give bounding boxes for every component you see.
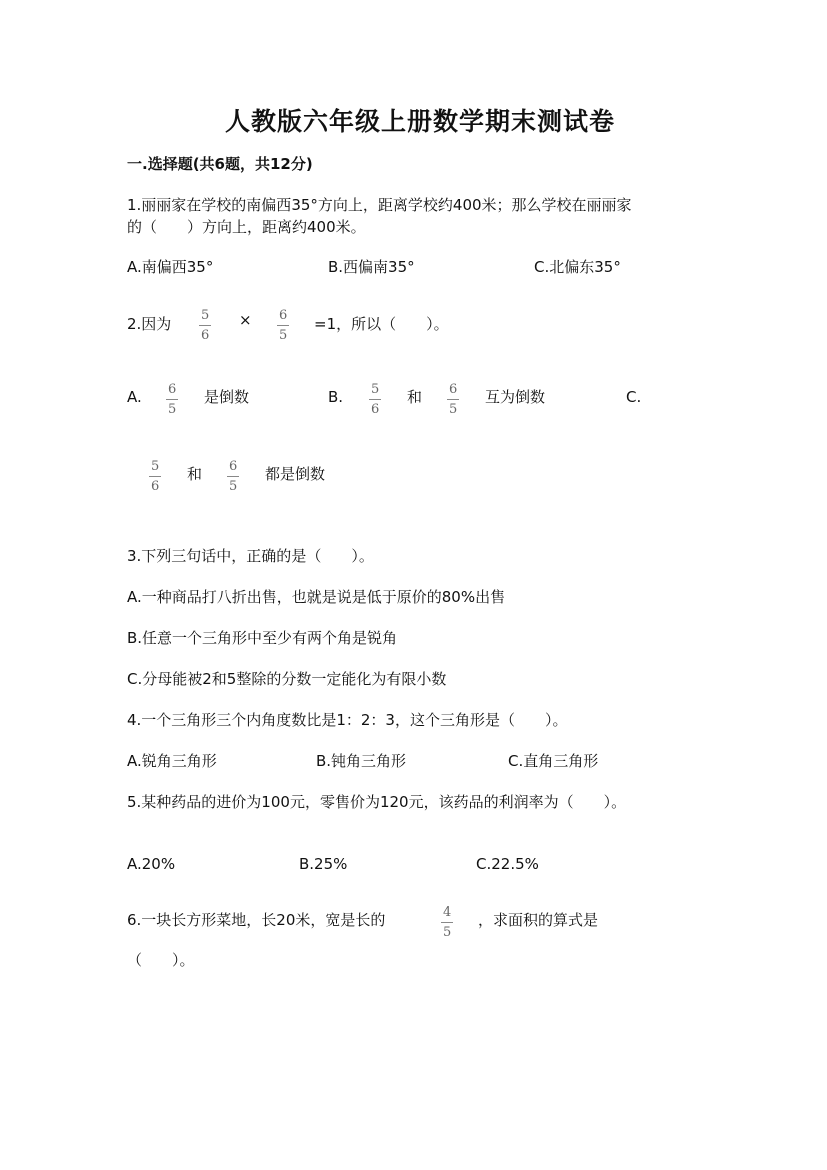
fraction-6-5 [166,383,178,416]
fraction-denominator: 5 [449,402,458,417]
fraction-denominator: 5 [443,925,452,940]
question-4-option-a: A.锐角三角形 [127,752,217,770]
question-1-stem-line-1: 1.丽丽家在学校的南偏西35°方向上，距离学校约400米；那么学校在丽丽家 [127,196,632,214]
section-heading: 一.选择题(共6题，共12分) [127,155,313,173]
fraction-numerator: 4 [443,905,452,920]
question-2-option-b-label: B. [328,388,344,406]
question-2-option-a-text: 是倒数 [204,388,250,406]
question-2-option-a-label: A. [127,388,142,406]
question-2-prefix: 2.因为 [127,315,172,333]
page-title: 人教版六年级上册数学期末测试卷 [225,107,616,136]
question-3-option-b: B.任意一个三角形中至少有两个角是锐角 [127,629,398,647]
fraction-numerator: 6 [229,459,238,474]
question-5-option-a: A.20% [127,855,176,873]
question-2-option-c-text: 都是倒数 [265,465,326,483]
fraction-6-5 [447,383,459,416]
question-2-option-c-label: C. [626,388,642,406]
fraction-denominator: 6 [151,479,160,494]
question-6-line-2: （ ）。 [127,951,195,969]
question-5-stem: 5.某种药品的进价为100元，零售价为120元，该药品的利润率为（ ）。 [127,793,627,811]
times-sign: × [239,311,252,329]
question-3-option-a: A.一种商品打八折出售，也就是说是低于原价的80%出售 [127,588,506,606]
question-2-option-c-and: 和 [187,465,203,483]
question-2-suffix: =1，所以（ ）。 [314,315,449,333]
fraction-4-5 [441,906,453,939]
fraction-6-5 [277,309,289,342]
fraction-denominator: 6 [201,328,210,343]
fraction-denominator: 6 [371,402,380,417]
question-3-option-c: C.分母能被2和5整除的分数一定能化为有限小数 [127,670,447,688]
fraction-numerator: 5 [201,308,210,323]
question-1-stem-line-2: 的（ ）方向上，距离约400米。 [127,218,366,236]
fraction-5-6 [149,460,161,493]
question-4-option-b: B.钝角三角形 [316,752,407,770]
question-5-option-c: C.22.5% [476,855,539,873]
question-5-option-b: B.25% [299,855,348,873]
fraction-numerator: 6 [279,308,288,323]
fraction-6-5 [227,460,239,493]
question-2-option-b-and: 和 [407,388,423,406]
fraction-numerator: 6 [168,382,177,397]
fraction-denominator: 5 [229,479,238,494]
question-1-option-b: B.西偏南35° [328,258,415,276]
question-1-option-c: C.北偏东35° [534,258,621,276]
question-6-prefix: 6.一块长方形菜地，长20米，宽是长的 [127,911,386,929]
fraction-numerator: 6 [449,382,458,397]
question-2-option-b-text: 互为倒数 [485,388,546,406]
question-6-suffix: ，求面积的算式是 [478,911,599,929]
fraction-numerator: 5 [371,382,380,397]
question-4-stem: 4.一个三角形三个内角度数比是1：2：3，这个三角形是（ ）。 [127,711,568,729]
fraction-5-6 [199,309,211,342]
fraction-numerator: 5 [151,459,160,474]
fraction-denominator: 5 [279,328,288,343]
fraction-denominator: 5 [168,402,177,417]
question-3-stem: 3.下列三句话中，正确的是（ ）。 [127,547,374,565]
question-4-option-c: C.直角三角形 [508,752,599,770]
question-1-option-a: A.南偏西35° [127,258,214,276]
fraction-5-6 [369,383,381,416]
